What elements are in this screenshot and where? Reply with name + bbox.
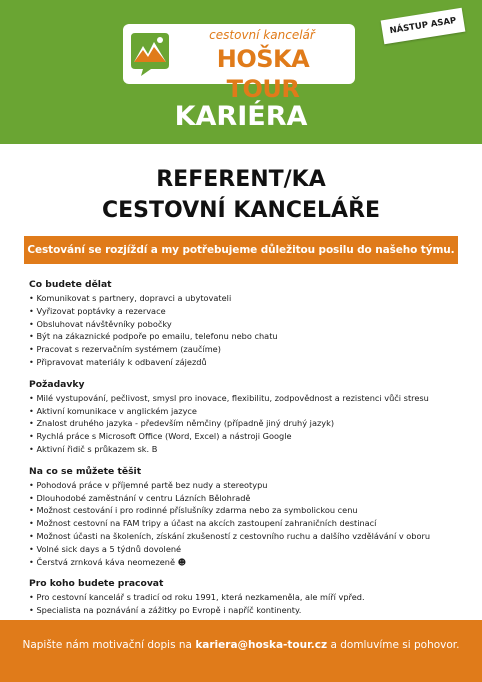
list-item: • Možnost cestování i pro rodinné příslušníky zdarma nebo za symbolickou cenu — [29, 504, 459, 517]
bullet-list — [29, 392, 459, 456]
section-requirements — [29, 378, 459, 456]
job-title — [0, 164, 482, 226]
list-item: • Aktivní řidič s průkazem sk. B — [29, 443, 459, 456]
logo-subtitle: cestovní kancelář — [209, 28, 315, 42]
list-item: • Pohodová práce v příjemné partě bez nudy a stereotypu — [29, 479, 459, 492]
section-heading: Pro koho budete pracovat — [29, 578, 164, 590]
list-item: • Možnost cestovní na FAM tripy a účast na akcích zastoupení zahraničních destinací — [29, 517, 459, 530]
list-item: • Znalost druhého jazyka - především němčiny (případně jiný druhý jazyk) — [29, 417, 459, 430]
bullet-list — [29, 479, 459, 569]
section-heading: Požadavky — [29, 378, 85, 390]
list-item: • Vyřizovat poptávky a rezervace — [29, 305, 459, 318]
tagline-bar: Cestování se rozjíždí a my potřebujeme důležitou posilu do našeho týmu. — [24, 236, 458, 264]
header-banner — [0, 0, 482, 144]
list-item: • Milé vystupování, pečlivost, smysl pro inovace, flexibilitu, zodpovědnost a rezistenci vůči stresu — [29, 392, 459, 405]
bullet-list — [29, 292, 459, 369]
list-item: • Volné sick days a 5 týdnů dovolené — [29, 543, 459, 556]
list-item: • Být na zákaznické podpoře po emailu, telefonu nebo chatu — [29, 330, 459, 343]
mountain-logo-icon — [129, 29, 171, 77]
job-title-line-2: CESTOVNÍ KANCELÁŘE — [101, 198, 381, 223]
list-item: • Dlouhodobé zaměstnání v centru Lázních Bělohradě — [29, 492, 459, 505]
footer-text-before: Napište nám motivační dopis na — [22, 639, 196, 651]
list-item: • Čerstvá zrnková káva neomezeně ☻ — [29, 556, 459, 569]
bullet-list — [29, 591, 459, 617]
section-responsibilities — [29, 278, 459, 369]
list-item: • Pro cestovní kancelář s tradicí od roku 1991, která nezkameněla, ale míří vpřed. — [29, 591, 459, 604]
company-logo — [123, 24, 355, 103]
section-heading: Na co se můžete těšit — [29, 465, 142, 477]
section-employer — [29, 577, 459, 617]
section-benefits — [29, 465, 459, 569]
footer-bar — [0, 620, 482, 682]
list-item: • Rychlá práce s Microsoft Office (Word, Excel) a nástroji Google — [29, 430, 459, 443]
section-heading: Co budete dělat — [29, 279, 112, 290]
list-item: • Možnost účasti na školeních, získání zkušeností z cestovního ruchu a dalšího vzdělávání v oboru — [29, 530, 459, 543]
list-item: • Specialista na poznávání a zážitky po Evropě i napříč kontinenty. — [29, 604, 459, 617]
asap-stamp: NÁSTUP ASAP — [381, 8, 466, 45]
logo-brand-name: HOŠKA TOUR — [216, 45, 310, 103]
list-item: • Aktivní komunikace v anglickém jazyce — [29, 405, 459, 418]
job-title-line-1: REFERENT/KA — [156, 167, 326, 192]
career-heading: KARIÉRA — [174, 101, 308, 132]
list-item: • Komunikovat s partnery, dopravci a ubytovateli — [29, 292, 459, 305]
footer-text-after: a domluvíme si pohovor. — [327, 639, 460, 651]
contact-email-link[interactable]: kariera@hoska-tour.cz — [195, 639, 328, 651]
list-item: • Pracovat s rezervačním systémem (zaučíme) — [29, 343, 459, 356]
list-item: • Připravovat materiály k odbavení zájezdů — [29, 356, 459, 369]
list-item: • Obsluhovat návštěvníky pobočky — [29, 318, 459, 331]
job-description — [29, 278, 459, 626]
